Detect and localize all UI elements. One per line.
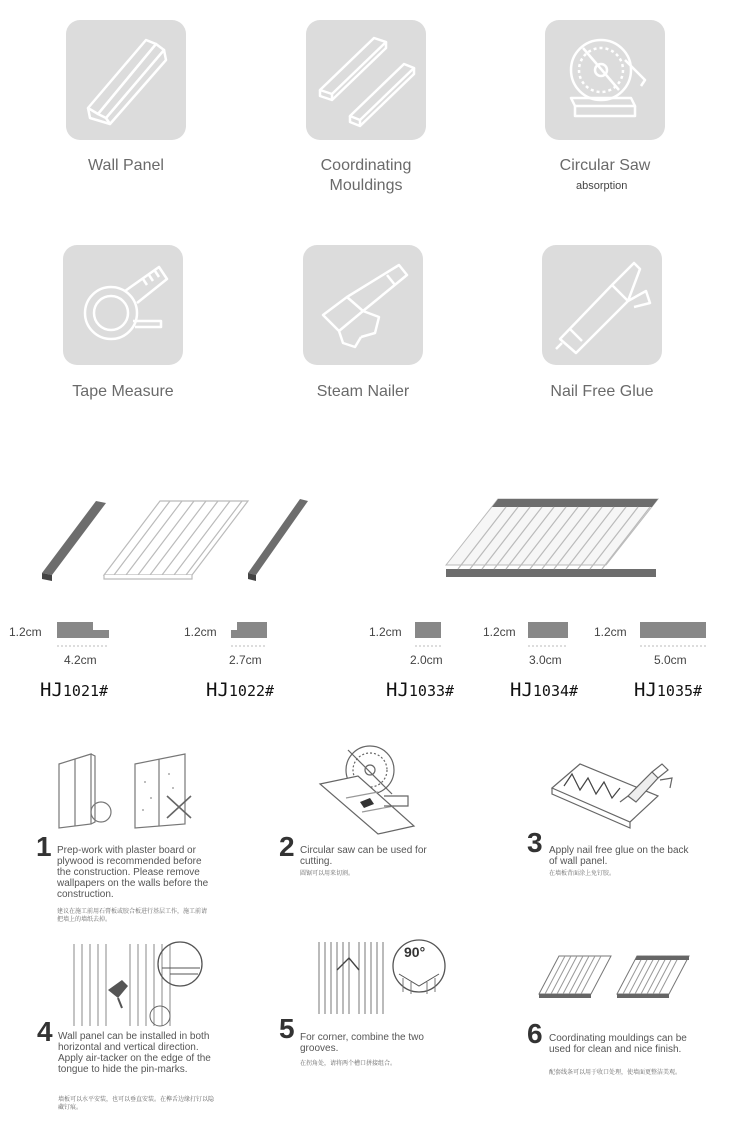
product-code [510, 679, 578, 701]
cutting-illustration [318, 740, 418, 835]
step-description-cn: 圆锯可以用来切割。 [300, 871, 355, 877]
product-code [40, 679, 108, 701]
step-description-cn: 建议在施工前用石膏板或胶合板进行基层工作，施工前请把墙上的墙纸去掉。 [57, 909, 208, 923]
glue-application-illustration [550, 758, 690, 833]
step-description-cn: 在墙板背面涂上免钉胶。 [549, 871, 616, 877]
glue-gun-icon [542, 245, 662, 365]
height-label: 1.2cm [184, 625, 217, 639]
height-label: 1.2cm [594, 625, 627, 639]
assembled-wall-illustration [444, 495, 664, 585]
absorption-note: absorption [576, 180, 628, 192]
height-label: 1.2cm [483, 625, 516, 639]
step-description: Coordinating mouldings can be used for clean and nice finish. [549, 1033, 687, 1055]
tool-label: Steam Nailer [316, 383, 410, 400]
step-number: 6 [527, 1018, 543, 1049]
code-prefix: HJ [40, 679, 63, 701]
height-label: 1.2cm [9, 625, 42, 639]
tool-label: Circular Saw [559, 157, 651, 174]
nailing-illustration [70, 938, 210, 1028]
tape-measure-icon [63, 245, 183, 365]
wall-panel-set-illustration [38, 495, 318, 585]
tool-label: Tape Measure [72, 383, 174, 400]
width-label: 5.0cm [654, 653, 687, 667]
width-label: 2.0cm [410, 653, 443, 667]
code-prefix: HJ [386, 679, 409, 701]
width-label: 3.0cm [529, 653, 562, 667]
mouldings-finish-illustration [537, 950, 697, 1005]
steam-nailer-icon [303, 245, 423, 365]
code-number: 1034# [532, 682, 579, 700]
height-label: 1.2cm [369, 625, 402, 639]
product-code [634, 679, 702, 701]
step-description-cn: 在拐角处，请将两个槽口拼接组合。 [300, 1061, 397, 1067]
tool-label: Wall Panel [88, 157, 164, 174]
step-description: Circular saw can be used for cutting. [300, 845, 427, 867]
step-description: Apply nail free glue on the back of wall panel. [549, 845, 689, 867]
step-number: 3 [527, 827, 543, 858]
code-prefix: HJ [206, 679, 229, 701]
code-prefix: HJ [510, 679, 533, 701]
mouldings-icon [306, 20, 426, 140]
wall-prep-illustration [55, 752, 205, 832]
width-label: 2.7cm [229, 653, 262, 667]
code-number: 1033# [408, 682, 455, 700]
step-description: Prep-work with plaster board or plywood is recommended before the construction. Please remove wallpapers on the walls before the construction. [57, 845, 209, 900]
step-description-cn: 墙板可以水平安装，也可以垂直安装。在榫舌边缘打钉以隐藏钉痕。 [58, 1097, 215, 1111]
code-prefix: HJ [634, 679, 657, 701]
step-number: 2 [279, 831, 295, 862]
code-number: 1035# [656, 682, 703, 700]
step-number: 5 [279, 1013, 295, 1044]
code-number: 1022# [228, 682, 275, 700]
step-description-cn: 配套线条可以用于收口处理，使墙面更整洁美观。 [549, 1070, 682, 1076]
step-number: 1 [36, 831, 52, 862]
step-description: For corner, combine the two grooves. [300, 1032, 424, 1054]
code-number: 1021# [62, 682, 109, 700]
step-number: 4 [37, 1016, 53, 1047]
tool-label: Nail Free Glue [550, 383, 654, 400]
corner-angle-label: 90° [404, 944, 426, 960]
circular-saw-icon [545, 20, 665, 140]
product-code [386, 679, 454, 701]
tool-label: Coordinating Mouldings [320, 157, 412, 194]
step-description: Wall panel can be installed in both horizontal and vertical direction. Apply air-tacker on the edge of the tongue to hide the pin-marks. [58, 1031, 211, 1075]
corner-illustration [315, 938, 455, 1018]
width-label: 4.2cm [64, 653, 97, 667]
wall-panel-icon [66, 20, 186, 140]
product-code [206, 679, 274, 701]
